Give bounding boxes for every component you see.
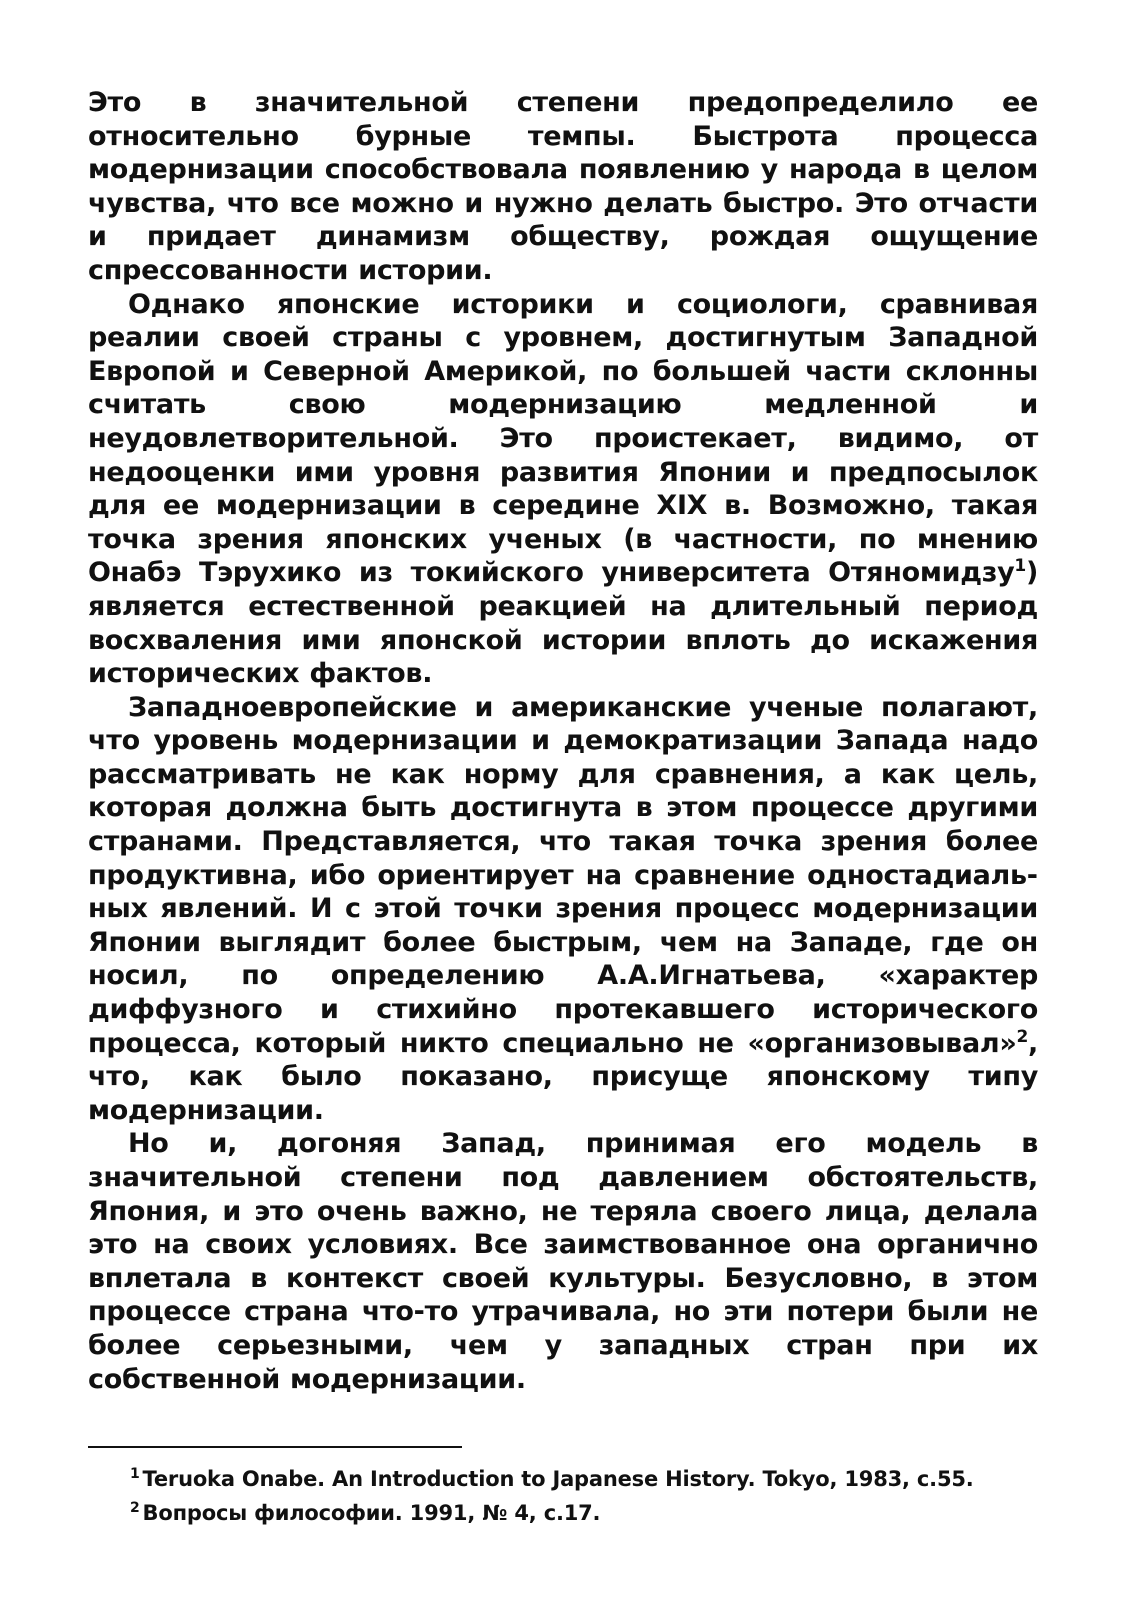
paragraph-2-text-a: Однако японские историки и социологи, сравнивая реалии своей страны с уровнем, достигнутым Западной Европой и Северной Америкой, по большей части склонны считать свою модернизацию медленной и неудовлетворительной. Это проистекает, видимо, от недооценки ими уровня развития Японии и предпосылок для ее модернизации в середине XIX в. Возможно, такая точка зрения японских ученых (в частности, по мнению Онабэ Тэрухико из токийского университета Отяномидзу (88, 288, 1038, 589)
footnote-divider (88, 1446, 462, 1448)
paragraph-3-text-a: Западноевропейские и американские ученые полагают, что уровень модернизации и демократизации Запада надо рассматривать не как норму для сравнения, а как цель, которая должна быть достигнута в этом процессе другими странами. Представляется, что такая точка зрения более продуктивна, ибо ориентирует на сравнение одностадиальных явлений. И с этой точки зрения процесс модернизации Японии выглядит более быстрым, чем на Западе, где он носил, по определению А.А.Игнатьева, «характер диффузного и стихийно протекавшего исторического процесса, который никто специально не «организовывал» (88, 691, 1038, 1059)
main-text (88, 86, 1038, 1396)
paragraph-2-text-b: ) является естественной реакцией на длительный период восхваления ими японской истории вплоть до искажения исторических фактов. (88, 557, 1038, 690)
paragraph-4 (88, 1127, 1038, 1396)
footnote-1 (130, 1462, 1030, 1496)
paragraph-1 (88, 86, 1038, 288)
footnotes (130, 1462, 1030, 1530)
paragraph-4-text: Но и, догоняя Запад, принимая его модель в значительной степени под давлением обстоятельств, Япония, и это очень важно, не теряла своего лица, делала это на своих условиях. Все заимствованное она органично вплетала в контекст своей культуры. Безусловно, в этом процессе страна что-то утрачивала, но эти потери были не более серьезными, чем у западных стран при их собственной модернизации. (88, 1128, 1038, 1395)
paragraph-2 (88, 288, 1038, 691)
footnote-1-text: Teruoka Onabe. An Introduction to Japanese History. Tokyo, 1983, c.55. (142, 1467, 974, 1491)
footnote-ref-1[interactable]: 1 (1014, 556, 1026, 577)
paragraph-3 (88, 691, 1038, 1128)
paragraph-3-text-b: , что, как было показано, присуще японскому типу модернизации. (88, 1027, 1038, 1126)
footnote-1-mark: 1 (130, 1466, 140, 1482)
footnote-2 (130, 1496, 1030, 1530)
footnote-2-text: Вопросы философии. 1991, № 4, с.17. (142, 1501, 601, 1525)
footnote-2-mark: 2 (130, 1500, 140, 1516)
footnote-ref-2[interactable]: 2 (1016, 1026, 1029, 1047)
paragraph-1-text: Это в значительной степени предопределило ее относительно бурные темпы. Быстрота процесса модернизации способствовала появлению у народа в целом чувства, что все можно и нужно делать быстро. Это отчасти и придает динамизм обществу, рождая ощущение спрессованности истории. (88, 87, 1038, 286)
